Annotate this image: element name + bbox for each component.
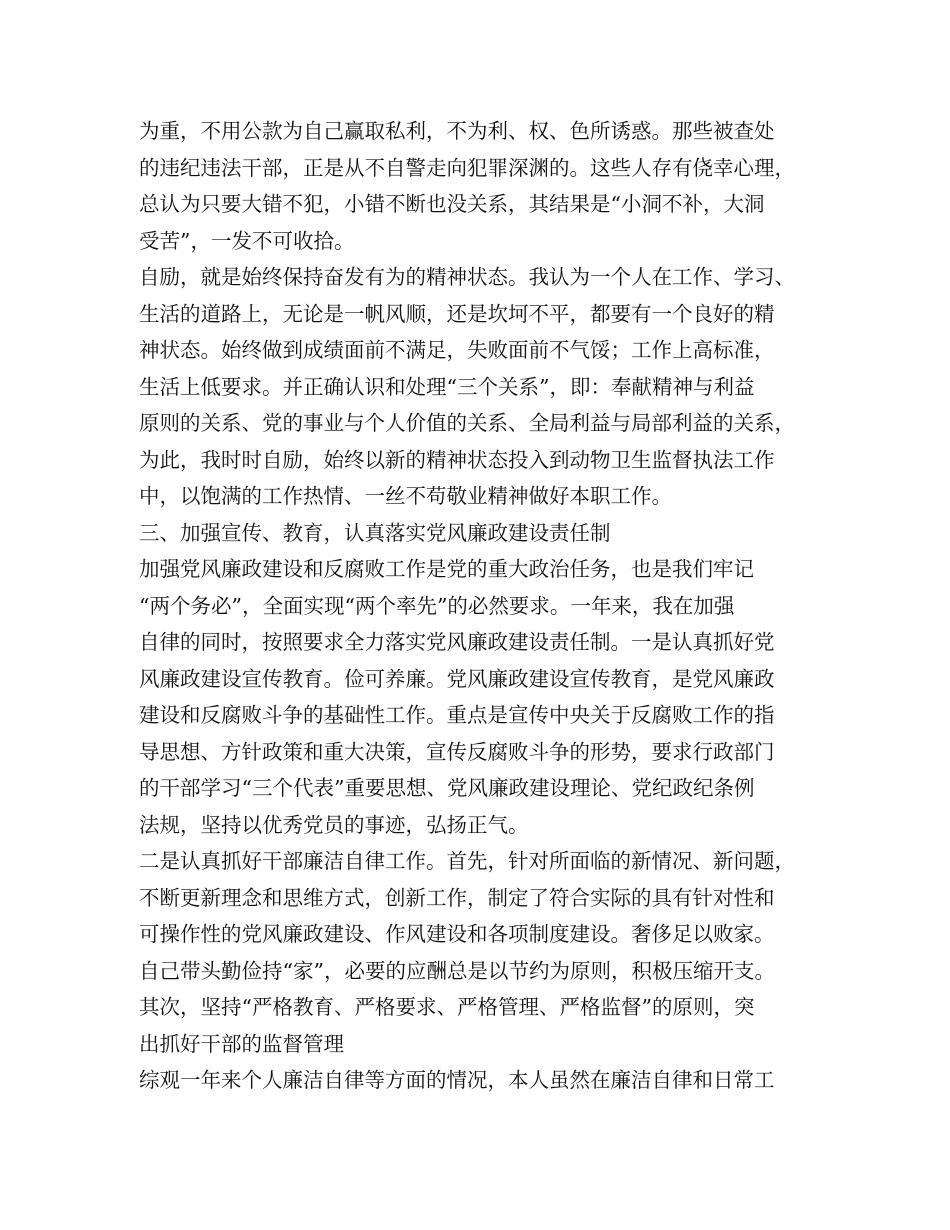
paragraph-start-line: 综观一年来个人廉洁自律等方面的情况，本人虽然在廉洁自律和日常工 [139, 1068, 775, 1092]
text-line: 自己带头勤俭持“家”，必要的应酬总是以节约为原则，积极压缩开支。 [139, 958, 775, 983]
document-body [139, 113, 829, 1099]
section-heading: 三、加强宣传、教育，认真落实党风廉政建设责任制 [139, 520, 611, 545]
text-line: 建设和反腐败斗争的基础性工作。重点是宣传中央关于反腐败工作的指 [139, 703, 775, 727]
text-line: 为此，我时时自励，始终以新的精神状态投入到动物卫生监督执法工作 [139, 447, 775, 472]
text-line: 导思想、方针政策和重大决策，宣传反腐败斗争的形势，要求行政部门 [139, 739, 775, 764]
text-line: 为重，不用公款为自己赢取私利，不为利、权、色所诱惑。那些被查处 [139, 119, 775, 143]
text-line: 可操作性的党风廉政建设、作风建设和各项制度建设。奢侈足以败家。 [139, 922, 775, 946]
paragraph-start-line: 二是认真抓好干部廉洁自律工作。首先，针对所面临的新情况、新问题， [139, 849, 795, 873]
paragraph-start-line: 加强党风廉政建设和反腐败工作是党的重大政治任务，也是我们牢记 [139, 557, 754, 581]
text-line: “两个务必”，全面实现“两个率先”的必然要求。一年来，我在加强 [139, 593, 735, 618]
text-line: 风廉政建设宣传教育。俭可养廉。党风廉政建设宣传教育，是党风廉政 [139, 666, 775, 691]
text-line: 的干部学习“三个代表”重要思想、党风廉政建设理论、党纪政纪条例 [139, 776, 755, 800]
text-line: 神状态。始终做到成绩面前不满足，失败面前不气馁；工作上高标准， [139, 338, 775, 362]
paragraph-start-line: 自励，就是始终保持奋发有为的精神状态。我认为一个人在工作、学习、 [139, 265, 795, 289]
text-line: 自律的同时，按照要求全力落实党风廉政建设责任制。一是认真抓好党 [139, 630, 775, 654]
text-line: 出抓好干部的监督管理 [139, 1031, 344, 1056]
text-line: 生活的道路上，无论是一帆风顺，还是坎坷不平，都要有一个良好的精 [139, 301, 775, 326]
text-line: 生活上低要求。并正确认识和处理“三个关系”，即：奉献精神与利益 [139, 374, 755, 399]
text-line: 原则的关系、党的事业与个人价值的关系、全局利益与局部利益的关系， [139, 411, 795, 435]
text-line: 法规，坚持以优秀党员的事迹，弘扬正气。 [139, 812, 529, 837]
text-line: 其次，坚持“严格教育、严格要求、严格管理、严格监督”的原则，突 [139, 995, 755, 1019]
text-line: 中，以饱满的工作热情、一丝不苟敬业精神做好本职工作。 [139, 484, 672, 508]
text-line: 受苦”，一发不可收拾。 [139, 228, 355, 253]
text-line: 总认为只要大错不犯，小错不断也没关系，其结果是“小洞不补，大洞 [139, 192, 765, 216]
text-line: 不断更新理念和思维方式，创新工作，制定了符合实际的具有针对性和 [139, 885, 775, 910]
text-line: 的违纪违法干部，正是从不自警走向犯罪深渊的。这些人存有侥幸心理， [139, 155, 795, 180]
